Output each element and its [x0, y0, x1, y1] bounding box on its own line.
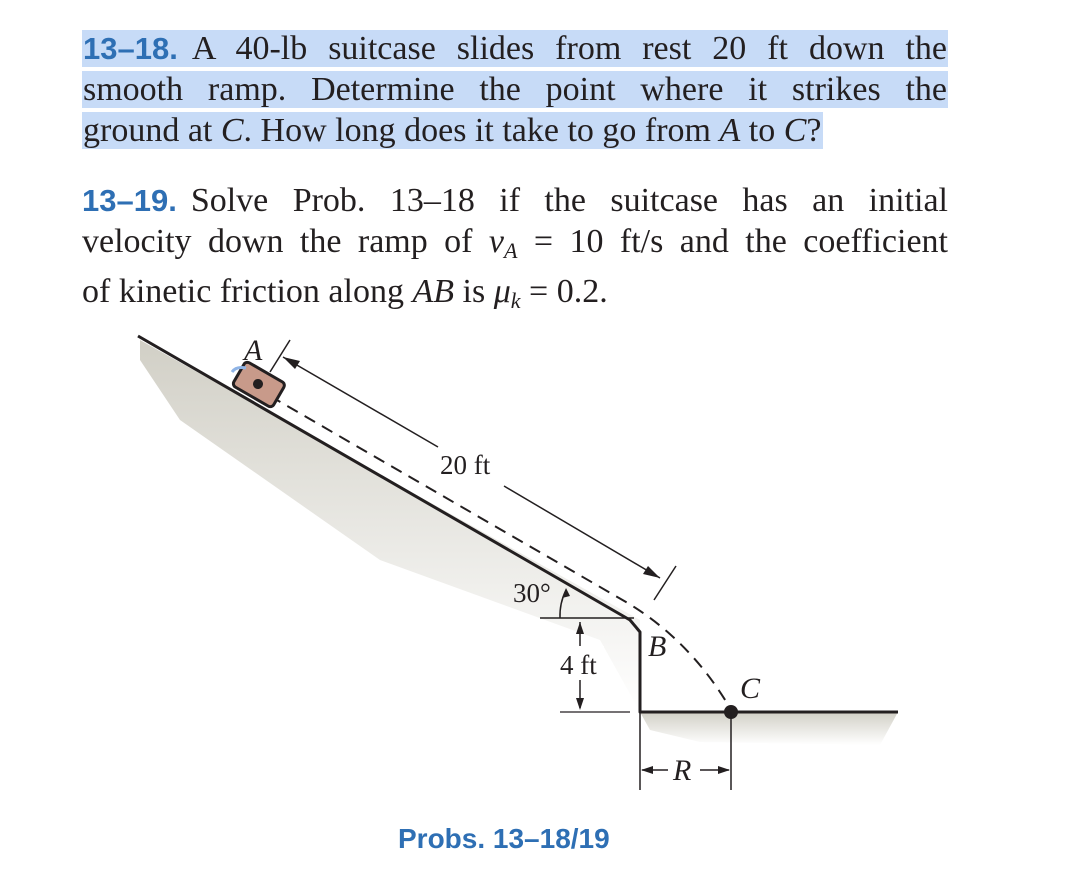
problem-13-19-line-1: 13–19. Solve Prob. 13–18 if the suitcase has an initial: [82, 182, 948, 219]
dimension-tick-b: [654, 566, 676, 600]
problem-number: 13–19.: [82, 183, 177, 218]
range-label-r: R: [673, 754, 692, 787]
arrowhead-top: [283, 357, 300, 369]
angle-label: 30°: [513, 578, 551, 608]
point-label-c: C: [740, 672, 761, 705]
problem-13-18-line-3: ground at C. How long does it take to go from A to C?: [83, 112, 822, 149]
ground-shading: [640, 712, 898, 745]
problem-number: 13–18.: [83, 31, 178, 66]
point-label-b: B: [648, 630, 667, 663]
problem-13-18-line-1: 13–18. A 40-lb suitcase slides from rest 20 ft down the: [83, 30, 947, 67]
dimension-label-20ft: 20 ft: [440, 450, 491, 480]
point-label-a: A: [244, 334, 263, 367]
problem-13-19-line-2: velocity down the ramp of $v_A = 10$ ft/s and the coefficient: [82, 223, 948, 263]
dimension-tick-a: [270, 340, 290, 372]
range-arrowhead-right: [718, 766, 730, 774]
range-arrowhead-left: [641, 766, 653, 774]
figure-caption: Probs. 13–18/19: [398, 823, 610, 854]
problem-13-18-line-2: smooth ramp. Determine the point where it strikes the: [83, 71, 947, 108]
height-arrowhead-bottom: [576, 698, 584, 710]
dimension-label-4ft: 4 ft: [560, 650, 597, 680]
arrowhead-bottom: [643, 566, 660, 578]
problem-13-19-line-3: of kinetic friction along AB is $\mu_k = 0.2$.: [82, 273, 608, 313]
